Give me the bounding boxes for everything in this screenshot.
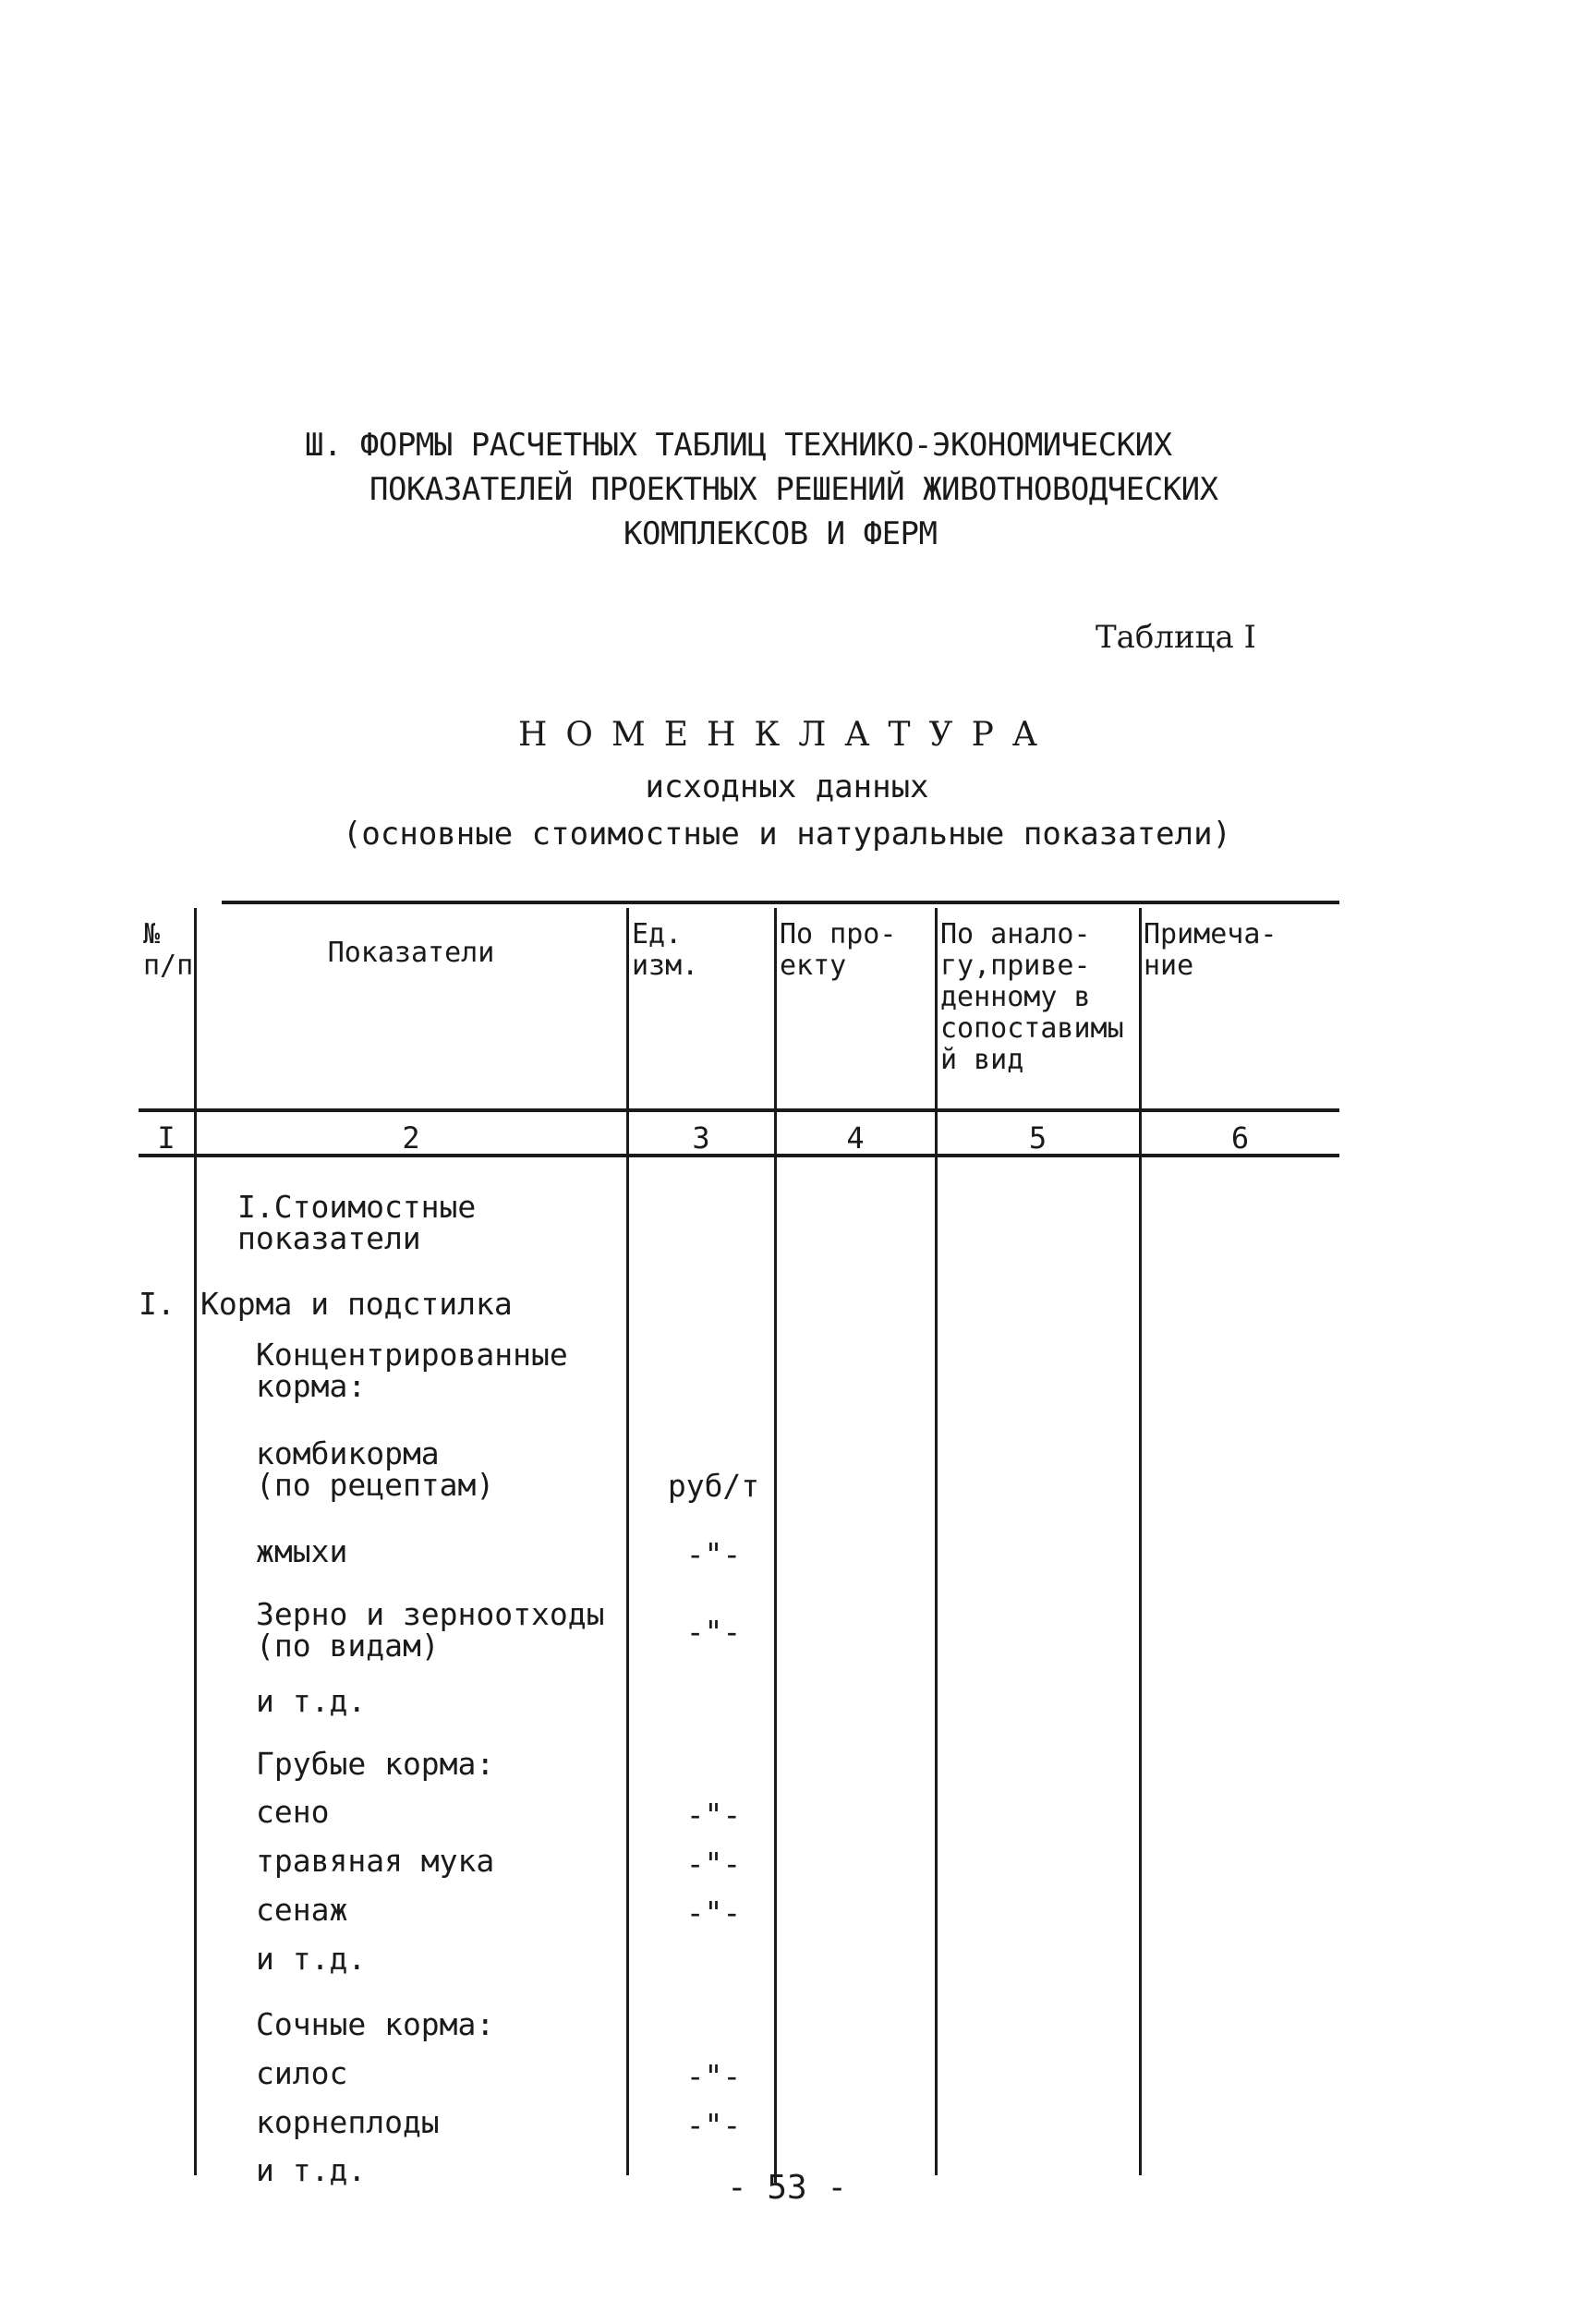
section-heading-line-1: Ш. ФОРМЫ РАСЧЕТНЫХ ТАБЛИЦ ТЕХНИКО-ЭКОНОМИЧЕСКИХ	[305, 427, 1172, 464]
document-subtitle-note: (основные стоимостные и натуральные показатели)	[342, 816, 1232, 853]
table-row-indicator: Сочные корма:	[256, 2006, 495, 2042]
table-row-indicator: и т.д.	[256, 1941, 367, 1977]
table-column-divider	[1139, 908, 1142, 2175]
table-row-unit: -"-	[685, 2107, 742, 2143]
column-number: 6	[1230, 1120, 1250, 1156]
table-row-indicator: и т.д.	[256, 2152, 367, 2188]
table-row-indicator: травяная мука	[256, 1843, 495, 1879]
table-row-indicator: сено	[256, 1794, 330, 1830]
table-row-number: I.	[139, 1286, 176, 1322]
header-unit: Ед. изм.	[632, 918, 699, 982]
table-row-indicator: корнеплоды	[256, 2104, 440, 2140]
table-row-unit: -"-	[685, 1846, 742, 1882]
table-top-rule	[222, 901, 1339, 904]
page-number: - 53 -	[726, 2169, 848, 2207]
table-row-unit: руб/т	[667, 1468, 760, 1504]
column-number: 5	[1028, 1120, 1047, 1156]
header-note: Примеча- ние	[1144, 918, 1277, 982]
section-heading	[305, 423, 1302, 556]
section-heading-line-2: ПОКАЗАТЕЛЕЙ ПРОЕКТНЫХ РЕШЕНИЙ ЖИВОТНОВОДЧЕСКИХ	[369, 471, 1218, 508]
column-number: 4	[846, 1120, 865, 1156]
table-row-unit: -"-	[685, 1797, 742, 1833]
table-row-indicator: силос	[256, 2055, 348, 2091]
table-row-unit: -"-	[685, 1614, 742, 1650]
table-row-indicator: комбикорма (по рецептам)	[256, 1435, 495, 1503]
column-number: I	[157, 1120, 176, 1156]
section-heading-line-3: КОМПЛЕКСОВ И ФЕРМ	[624, 515, 938, 552]
table-label: Таблица I	[1095, 619, 1256, 656]
column-number: 3	[692, 1120, 710, 1156]
table-row-unit: -"-	[685, 2058, 742, 2094]
table-row-indicator: жмыхи	[256, 1533, 348, 1569]
table-row-section-heading: I.Стоимостные показатели	[237, 1189, 477, 1256]
header-by-analog: По анало- гу,приве- денному в сопоставимый вид	[940, 918, 1124, 1076]
table-row-indicator: Грубые корма:	[256, 1746, 495, 1782]
document-subtitle: исходных данных	[645, 769, 929, 805]
table-row-unit: -"-	[685, 1536, 742, 1572]
header-indicators: Показатели	[327, 937, 495, 969]
table-column-divider	[935, 908, 938, 2175]
table-column-divider	[626, 908, 629, 2175]
column-number: 2	[402, 1120, 420, 1156]
table-column-divider	[194, 908, 197, 2175]
table-row-indicator: Концентрированные корма:	[256, 1337, 568, 1404]
table-row-unit: -"-	[685, 1894, 742, 1931]
nomenclature-table	[139, 901, 1339, 2194]
table-row-indicator: Зерно и зерноотходы (по видам)	[256, 1596, 605, 1664]
header-by-project: По про- екту	[780, 918, 897, 982]
table-header-rule	[139, 1108, 1339, 1112]
table-row-indicator: сенаж	[256, 1892, 348, 1928]
table-row-indicator: и т.д.	[256, 1683, 367, 1719]
document-title: НОМЕНКЛАТУРА	[517, 716, 1057, 754]
header-number: № п/п	[143, 918, 194, 982]
table-row-indicator: Корма и подстилка	[200, 1286, 513, 1322]
